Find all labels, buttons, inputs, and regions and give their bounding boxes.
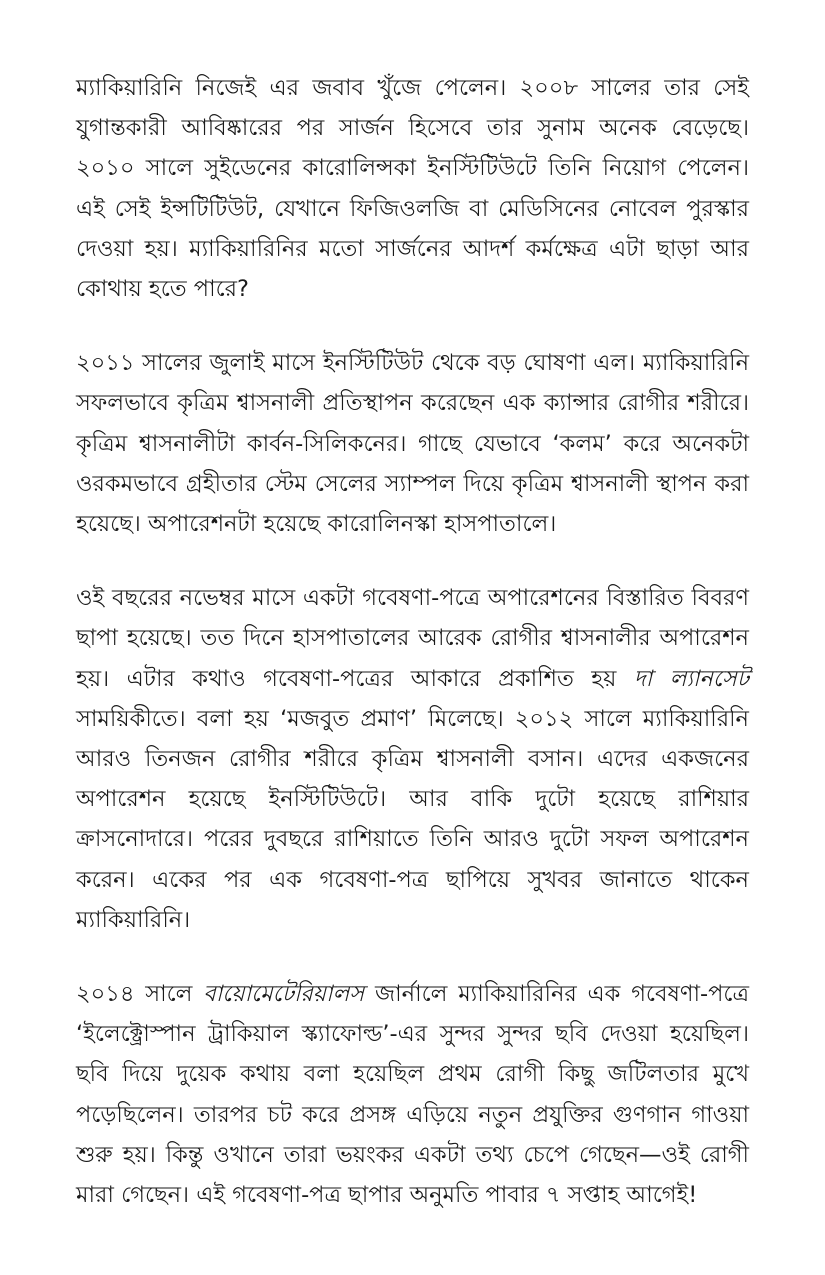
paragraph-4	[76, 974, 749, 1215]
paragraph-2	[76, 343, 749, 544]
paragraph-1	[76, 68, 749, 309]
paragraph-text: জার্নালে ম্যাকিয়ারিনির এক গবেষণা-পত্রে ‘ইলেক্ট্রোস্পান ট্রাকিয়াল স্ক্যাফোল্ড’-এর সুন্দর সুন্দর ছবি দেওয়া হয়েছিল। ছবি দিয়ে দুয়েক কথায় বলা হয়েছিল প্রথম রোগী কিছু জটিলতার মুখে পড়েছিলেন। তারপর চট করে প্রসঙ্গ এড়িয়ে নতুন প্রযুক্তির গুণগান গাওয়া শুরু হয়। কিন্তু ওখানে তারা ভয়ংকর একটা তথ্য চেপে গেছেন—ওই রোগী মারা গেছেন। এই গবেষণা-পত্র ছাপার অনুমতি পাবার ৭ সপ্তাহ আগেই!	[76, 981, 749, 1209]
paragraph-text: সাময়িকীতে। বলা হয় ‘মজবুত প্রমাণ’ মিলেছে। ২০১২ সালে ম্যাকিয়ারিনি আরও তিনজন রোগীর শরীরে কৃত্রিম শ্বাসনালী বসান। এদের একজনের অপারেশন হয়েছে ইনস্টিটিউটে। আর বাকি দুটো হয়েছে রাশিয়ার ক্রাসনোদারে। পরের দুবছরে রাশিয়াতে তিনি আরও দুটো সফল অপারেশন করেন। একের পর এক গবেষণা-পত্র ছাপিয়ে সুখবর জানাতে থাকেন ম্যাকিয়ারিনি।	[76, 705, 749, 933]
paragraph-text: ২০১৪ সালে	[76, 981, 204, 1008]
journal-name-biomaterials: বায়োমেটেরিয়ালস	[203, 981, 365, 1008]
paragraph-text: ওই বছরের নভেম্বর মাসে একটা গবেষণা-পত্রে অপারেশনের বিস্তারিত বিবরণ ছাপা হয়েছে। তত দিনে হাসপাতালের আরেক রোগীর শ্বাসনালীর অপারেশন হয়। এটার কথাও গবেষণা-পত্রের আকারে প্রকাশিত হয়	[76, 585, 749, 692]
paragraph-3	[76, 578, 749, 940]
paragraph-text: ২০১১ সালের জুলাই মাসে ইনস্টিটিউট থেকে বড় ঘোষণা এল। ম্যাকিয়ারিনি সফলভাবে কৃত্রিম শ্বাসনালী প্রতিস্থাপন করেছেন এক ক্যান্সার রোগীর শরীরে। কৃত্রিম শ্বাসনালীটা কার্বন-সিলিকনের। গাছে যেভাবে ‘কলম’ করে অনেকটা ওরকমভাবে গ্রহীতার স্টেম সেলের স্যাম্পল দিয়ে কৃত্রিম শ্বাসনালী স্থাপন করা হয়েছে। অপারেশনটা হয়েছে কারোলিনস্কা হাসপাতালে।	[76, 350, 749, 538]
paragraph-text: ম্যাকিয়ারিনি নিজেই এর জবাব খুঁজে পেলেন। ২০০৮ সালের তার সেই যুগান্তকারী আবিষ্কারের পর সার্জন হিসেবে তার সুনাম অনেক বেড়েছে। ২০১০ সালে সুইডেনের কারোলিন্সকা ইনস্টিটিউটে তিনি নিয়োগ পেলেন। এই সেই ইন্সটিটিউট, যেখানে ফিজিওলজি বা মেডিসিনের নোবেল পুরস্কার দেওয়া হয়। ম্যাকিয়ারিনির মতো সার্জনের আদর্শ কর্মক্ষেত্র এটা ছাড়া আর কোথায় হতে পারে?	[76, 75, 749, 303]
journal-name-lancet: দা ল্যানসেট	[633, 665, 749, 692]
